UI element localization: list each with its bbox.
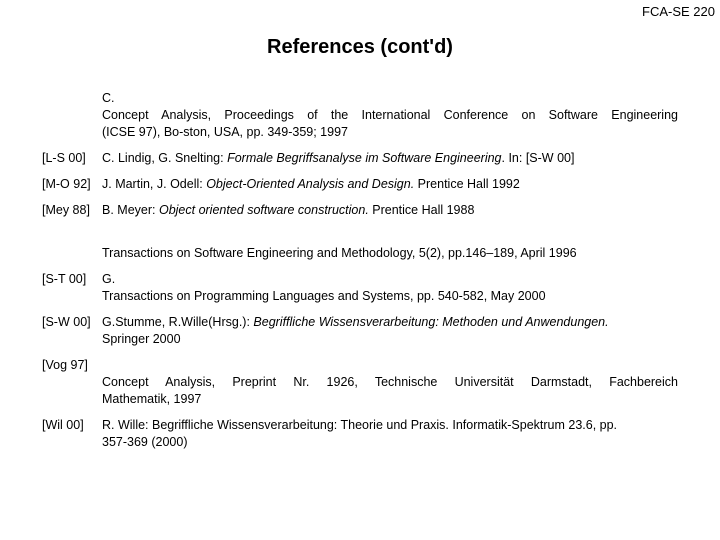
- reference-authors: G.Stumme, R.Wille(Hrsg.):: [102, 315, 254, 329]
- reference-text: [102, 314, 678, 348]
- reference-text: [102, 357, 678, 408]
- reference-tag: [42, 228, 102, 262]
- reference-list: [42, 90, 678, 460]
- reference-authors: C. Lindig, G. Snelting:: [102, 151, 228, 165]
- reference-tag: [Wil 00]: [42, 418, 84, 432]
- reference-item: [42, 90, 678, 141]
- reference-item: [42, 314, 678, 348]
- reference-line: Transactions on Software Engineering and Methodology, 5(2), pp.146–189, April 1996: [102, 246, 577, 260]
- slide-number: FCA-SE 220: [642, 4, 715, 19]
- reference-item: [42, 202, 678, 219]
- reference-title: Object oriented software construction.: [158, 203, 369, 217]
- reference-source: . In: [S-W 00]: [501, 151, 575, 165]
- reference-line: Transactions on Programming Languages and Systems, pp. 540-582, May 2000: [102, 289, 546, 303]
- reference-tag: [Vog 97]: [42, 358, 88, 372]
- reference-line: [102, 228, 678, 245]
- reference-text: [102, 417, 678, 451]
- reference-text: [102, 176, 678, 193]
- reference-tag: [Mey 88]: [42, 203, 90, 217]
- reference-line: Mathematik, 1997: [102, 392, 202, 406]
- reference-line: Concept Analysis, Preprint Nr. 1926, Technische Universität Darmstadt, Fachbereich: [102, 375, 678, 389]
- reference-line: G.: [102, 272, 116, 286]
- reference-item: [42, 228, 678, 262]
- reference-tag: [S-T 00]: [42, 272, 87, 286]
- reference-authors: J. Martin, J. Odell:: [102, 177, 207, 191]
- reference-item: [42, 150, 678, 167]
- reference-text: [102, 202, 678, 219]
- reference-line: R. Wille: Begriffliche Wissensverarbeitung: Theorie und Praxis. Informatik-Spektrum 23.6, pp.: [102, 418, 618, 432]
- reference-tag: [S-W 00]: [42, 315, 91, 329]
- reference-item: [42, 357, 678, 408]
- reference-item: [42, 271, 678, 305]
- reference-source: Springer 2000: [102, 332, 181, 346]
- reference-item: [42, 176, 678, 193]
- reference-line: [102, 357, 678, 374]
- reference-title: Begriffliche Wissensverarbeitung: Methoden und Anwendungen.: [253, 315, 609, 329]
- reference-tag: [L-S 00]: [42, 151, 86, 165]
- reference-line: (ICSE 97), Bo-ston, USA, pp. 349-359; 1997: [102, 125, 348, 139]
- reference-text: [102, 228, 678, 262]
- reference-tag: [M-O 92]: [42, 177, 91, 191]
- reference-source: Prentice Hall 1992: [414, 177, 520, 191]
- reference-item: [42, 417, 678, 451]
- reference-authors: B. Meyer:: [102, 203, 159, 217]
- reference-line: 357-369 (2000): [102, 435, 188, 449]
- page-title: References (cont'd): [267, 36, 453, 58]
- reference-text: [102, 271, 678, 305]
- reference-title: Formale Begriffsanalyse im Software Engineering: [227, 151, 502, 165]
- reference-tag: [42, 90, 102, 141]
- reference-line: C.: [102, 91, 115, 105]
- reference-line: Concept Analysis, Proceedings of the International Conference on Software Engineering: [102, 108, 678, 122]
- reference-text: [102, 90, 678, 141]
- reference-source: Prentice Hall 1988: [368, 203, 475, 217]
- reference-text: [102, 150, 678, 167]
- reference-title: Object-Oriented Analysis and Design.: [206, 177, 415, 191]
